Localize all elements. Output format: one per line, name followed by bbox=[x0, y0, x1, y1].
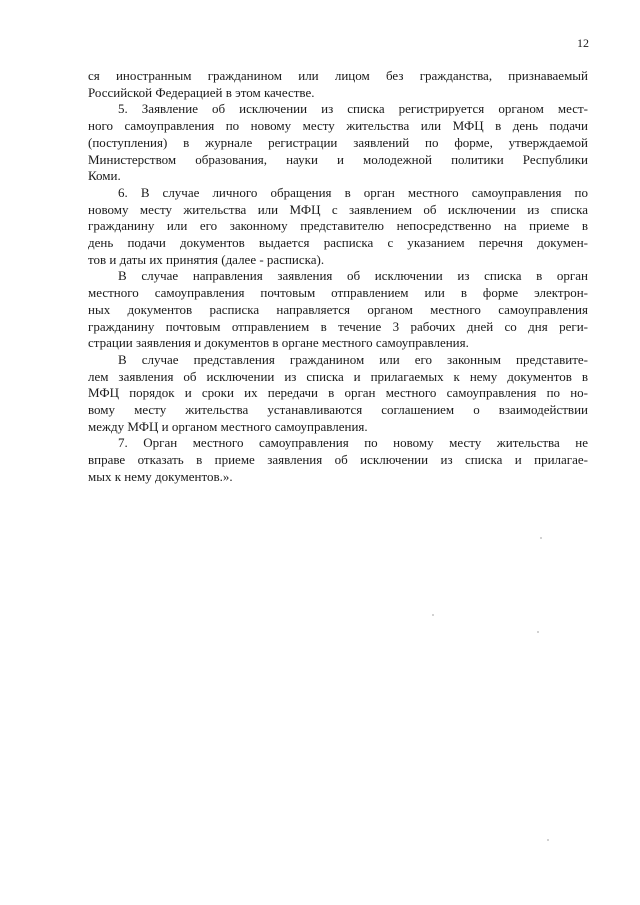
text-line: гражданину почтовым отправлением в течение 3 рабочих дней со дня реги- bbox=[88, 318, 588, 334]
text-line: Министерством образования, науки и молодежной политики Республики bbox=[88, 151, 588, 167]
text-line: лем заявления об исключении из списка и прилагаемых к нему документов в bbox=[88, 368, 588, 384]
text-line: страции заявления и документов в органе местного самоуправления. bbox=[88, 335, 469, 351]
text-line: гражданину или его законному представителю непосредственно на приеме в bbox=[88, 218, 588, 234]
scan-speck bbox=[537, 631, 539, 633]
document-body bbox=[88, 68, 588, 486]
text-line: В случае направления заявления об исключении из списка в орган bbox=[118, 268, 588, 284]
text-line: новому месту жительства или МФЦ с заявлением об исключении из списка bbox=[88, 201, 588, 217]
text-line: день подачи документов выдается расписка с указанием перечня докумен- bbox=[88, 235, 588, 251]
text-line: Российской Федерацией в этом качестве. bbox=[88, 84, 315, 100]
scan-speck bbox=[432, 614, 434, 616]
text-line: местного самоуправления почтовым отправлением или в форме электрон- bbox=[88, 285, 588, 301]
text-line: между МФЦ и органом местного самоуправления. bbox=[88, 418, 368, 434]
text-line: 7. Орган местного самоуправления по новому месту жительства не bbox=[118, 435, 588, 451]
text-line: ных документов расписка направляется органом местного самоуправления bbox=[88, 301, 588, 317]
page-number: 12 bbox=[577, 36, 589, 50]
text-line: 6. В случае личного обращения в орган местного самоуправления по bbox=[118, 184, 588, 200]
text-line: ся иностранным гражданином или лицом без гражданства, признаваемый bbox=[88, 68, 588, 83]
text-line: МФЦ порядок и сроки их передачи в орган местного самоуправления по но- bbox=[88, 385, 588, 401]
text-line: В случае представления гражданином или его законным представите- bbox=[118, 351, 588, 367]
text-line: 5. Заявление об исключении из списка регистрируется органом мест- bbox=[118, 101, 588, 117]
text-line: мых к нему документов.». bbox=[88, 468, 233, 484]
scan-speck bbox=[547, 839, 549, 841]
text-line: Коми. bbox=[88, 168, 121, 184]
text-line: вому месту жительства устанавливаются соглашением о взаимодействии bbox=[88, 402, 588, 418]
text-line: тов и даты их принятия (далее - расписка). bbox=[88, 251, 325, 267]
text-line: вправе отказать в приеме заявления об исключении из списка и прилагае- bbox=[88, 452, 588, 468]
scan-speck bbox=[540, 537, 542, 539]
text-line: ного самоуправления по новому месту жительства или МФЦ в день подачи bbox=[88, 118, 588, 134]
text-line: (поступления) в журнале регистрации заявлений по форме, утверждаемой bbox=[88, 134, 588, 150]
